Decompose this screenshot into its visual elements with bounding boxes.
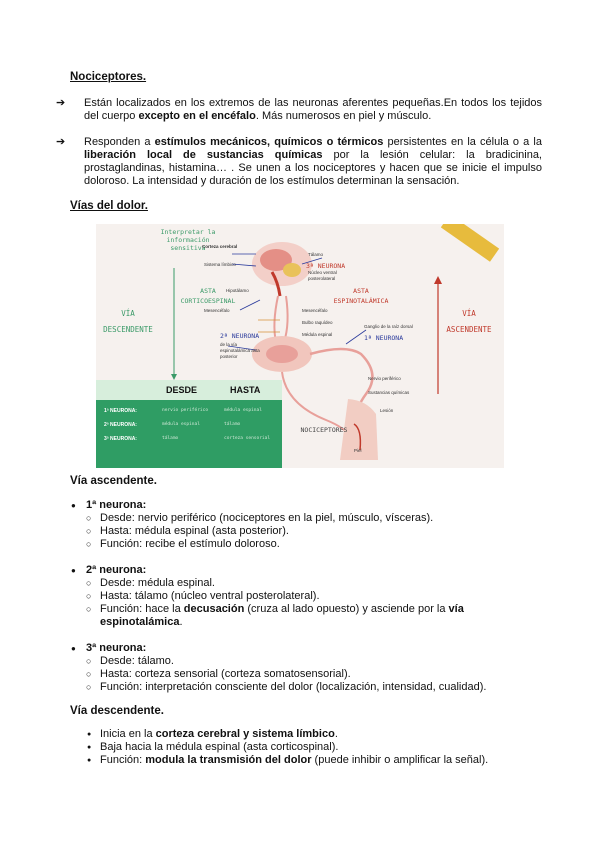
label-ganglio: Ganglio de la raíz dorsal xyxy=(364,324,413,329)
table-header-hasta: HASTA xyxy=(230,385,261,395)
list-item: ○ Función: interpretación consciente del dolor (localización, intensidad, cualidad). xyxy=(70,681,540,694)
label-asta-corticoespinal: ASTA CORTICOESPINAL xyxy=(180,287,236,305)
list-item: ● Inicia en la corteza cerebral y sistema límbico. xyxy=(70,728,540,741)
label-piel: Piel xyxy=(354,448,362,453)
list-item: ● 2ª neurona: xyxy=(70,564,540,577)
label-3-neurona: 3ª NEURONA xyxy=(306,262,346,270)
label-2-neurona: 2ª NEURONA xyxy=(220,332,260,340)
arrow-bullet-icon: ➔ xyxy=(56,136,66,148)
arrow-bullet-icon: ➔ xyxy=(56,97,66,109)
label-corteza: Corteza cerebral xyxy=(202,244,238,249)
label-hipotalamo: Hipotálamo xyxy=(226,288,249,293)
label-interpretar: Interpretar la información sensitiva xyxy=(160,228,216,252)
label-lesion: Lesión xyxy=(380,408,394,413)
ascendente-list xyxy=(70,499,540,694)
table-cell: médula espinal xyxy=(162,422,200,427)
heading-vias-dolor: Vías del dolor. xyxy=(70,200,148,212)
descendente-list xyxy=(70,728,540,767)
table-row-label: 1ª NEURONA: xyxy=(104,408,137,414)
list-item: ● Función: modula la transmisión del dolor (puede inhibir o amplificar la señal). xyxy=(70,754,540,767)
table-cell: nervio periférico xyxy=(162,408,209,413)
label-sustancias: Sustancias químicas xyxy=(368,390,410,395)
list-item: ○ Desde: médula espinal. xyxy=(70,577,540,590)
label-mesencefalo-right: Mesencéfalo xyxy=(302,308,328,313)
label-via-ascendente: VÍA ASCENDENTE xyxy=(446,309,492,334)
list-item: ○ Hasta: corteza sensorial (corteza somatosensorial). xyxy=(70,668,540,681)
label-1-neurona: 1ª NEURONA xyxy=(364,334,404,342)
table-cell: tálamo xyxy=(162,436,179,441)
table-row-label: 3ª NEURONA: xyxy=(104,436,137,442)
label-nociceptores: NOCICEPTORES xyxy=(300,426,348,434)
list-item: ○ Desde: nervio periférico (nociceptores en la piel, músculo, vísceras). xyxy=(70,512,540,525)
neurona-table xyxy=(96,380,282,468)
list-item: ○ Función: hace la decusación (cruza al lado opuesto) y asciende por la vía espinotalámica. xyxy=(70,603,540,629)
table-cell: corteza sensorial xyxy=(224,436,271,441)
list-item: ○ Hasta: tálamo (núcleo ventral posterolateral). xyxy=(70,590,540,603)
label-via-descendente: VÍA DESCENDENTE xyxy=(103,309,153,334)
paragraph-localizacion: ➔ Están localizados en los extremos de las neuronas aferentes pequeñas.En todos los tejidos del cuerpo excepto en el encéfalo. Más numerosos en piel y músculo. xyxy=(56,97,542,122)
label-asta-espinotalamica: ASTA ESPINOTALÁMICA xyxy=(333,287,389,305)
list-item: ● Baja hacia la médula espinal (asta corticospinal). xyxy=(70,741,540,754)
list-item: ○ Desde: tálamo. xyxy=(70,655,540,668)
label-medula: Médula espinal xyxy=(302,332,333,337)
label-limbico: Sistema límbico xyxy=(204,262,236,267)
label-bulbo: Bulbo raquídeo xyxy=(302,320,333,325)
label-talamo: Tálamo xyxy=(308,252,324,257)
heading-via-ascendente: Vía ascendente. xyxy=(70,475,157,487)
heading-via-descendente: Vía descendente. xyxy=(70,705,164,717)
label-nervio: Nervio periférico xyxy=(368,376,401,381)
list-item: ○ Hasta: médula espinal (asta posterior). xyxy=(70,525,540,538)
table-row-label: 2ª NEURONA: xyxy=(104,422,137,428)
pain-pathways-figure xyxy=(96,224,504,468)
paragraph-estimulos: ➔ Responden a estímulos mecánicos, químicos o térmicos persistentes en la célula o a la liberación local de sustancias químicas por la lesión celular: la bradicinina, prostaglandinas, histamina… . Se unen a los nociceptores y hacen que se inicie el impulso doloroso. La intensidad y duración de los estímulos determinan la sensación. xyxy=(56,136,542,187)
table-cell: médula espinal xyxy=(224,408,262,413)
label-2-neurona-sub: de la vía espinotalámica asta posterior xyxy=(220,342,260,359)
list-item: ● 1ª neurona: xyxy=(70,499,540,512)
list-item: ● 3ª neurona: xyxy=(70,642,540,655)
label-nucleo: Núcleo ventral posterolateral xyxy=(308,270,337,281)
table-header-desde: DESDE xyxy=(166,385,198,395)
list-item: ○ Función: recibe el estímulo doloroso. xyxy=(70,538,540,551)
heading-nociceptores: Nociceptores. xyxy=(70,71,147,83)
label-mesencefalo-left: Mesencéfalo xyxy=(204,308,230,313)
table-cell: tálamo xyxy=(224,422,241,427)
